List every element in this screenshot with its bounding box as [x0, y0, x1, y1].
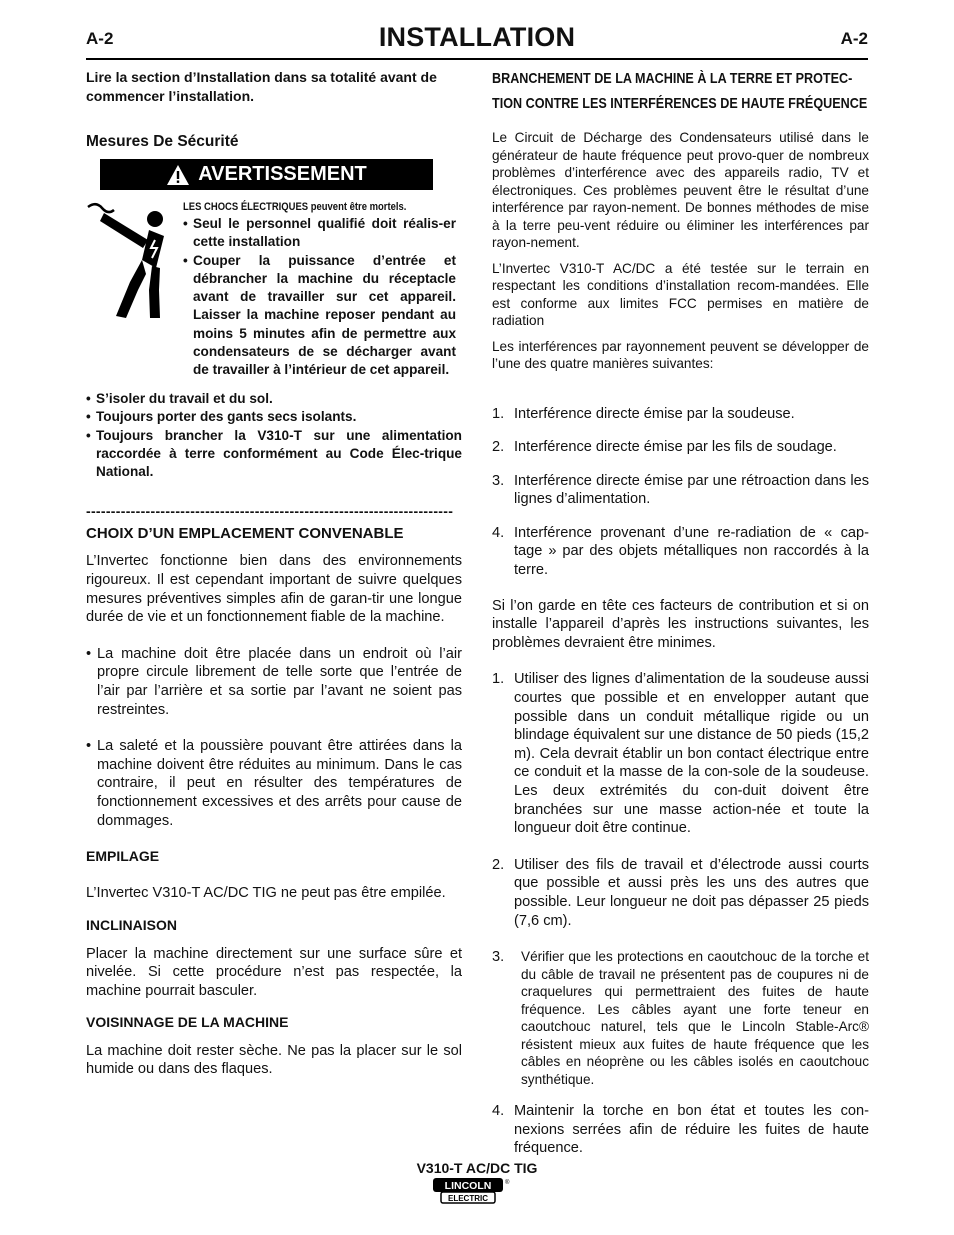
electric-shock-icon — [86, 200, 171, 320]
warning-triangle-icon — [166, 164, 190, 186]
grounding-heading-line1: BRANCHEMENT DE LA MACHINE À LA TERRE ET PROTEC- — [492, 70, 853, 87]
cause-item: 1. Interférence directe émise par la soudeuse. — [492, 405, 795, 422]
section-divider: -------------------------------------------------------------------------- — [86, 503, 454, 520]
grounding-para-1: Le Circuit de Décharge des Condensateurs utilisé dans le générateur de haute fréquence peut provo-quer de nombreux problèmes d’interférence avec des appareils radio, TV et électroniques. Ces problèmes peuvent être le résultat d’une interférence par rayon-nement. De bonnes méthodes de mise à la terre peu-vent réduire ou éliminer les interférences par rayon-nement. — [492, 130, 869, 250]
intro-text: Lire la section d’Installation dans sa totalité avant de commencer l’installation. — [86, 69, 437, 104]
safety-item: • S’isoler du travail et du sol. — [86, 391, 273, 406]
page-code-left: A-2 — [86, 29, 114, 48]
svg-text:ELECTRIC: ELECTRIC — [448, 1194, 488, 1203]
grounding-heading-line2: TION CONTRE LES INTERFÉRENCES DE HAUTE FRÉQUENCE — [492, 95, 868, 112]
right-column — [492, 68, 869, 1158]
cause-item: 3. Interférence directe émise par une rétroaction dans les lignes d’alimentation. — [492, 472, 869, 508]
location-heading: CHOIX D’UN EMPLACEMENT CONVENABLE — [86, 525, 404, 543]
safety-heading: Mesures De Sécurité — [86, 133, 239, 150]
page-code-right: A-2 — [840, 29, 868, 48]
safety-item: • Toujours porter des gants secs isolants. — [86, 409, 357, 425]
tilting-text: Placer la machine directement sur une surface sûre et nivelée. Si cette procédure n’est pas respectée, la machine pourrait basculer. — [86, 945, 462, 999]
vicinity-heading: VOISINNAGE DE LA MACHINE — [86, 1013, 289, 1030]
warning-label: AVERTISSEMENT — [198, 163, 367, 185]
vicinity-text: La machine doit rester sèche. Ne pas la placer sur le sol humide ou dans des flaques. — [86, 1042, 462, 1078]
grounding-para-3: Les interférences par rayonnement peuvent se développer de l’une des quatre manières suivantes: — [492, 338, 869, 371]
shock-title: LES CHOCS ÉLECTRIQUES peuvent être mortels. — [183, 201, 407, 213]
grounding-para-4: Si l’on garde en tête ces facteurs de contribution et si on installe l’appareil d’après les instructions suivantes, les problèmes devraient être minimes. — [492, 597, 869, 651]
footer-model: V310-T AC/DC TIG — [416, 1160, 538, 1176]
cause-item: 4. Interférence provenant d’une re-radiation de « cap-tage » par des objets métalliques non raccordés à la terre. — [492, 524, 869, 579]
warning-banner — [100, 159, 433, 190]
safety-item: • Toujours brancher la V310-T sur une alimentation raccordée à terre conformément au Code Élec-trique National. — [86, 427, 462, 480]
svg-text:®: ® — [505, 1180, 510, 1186]
header-rule — [86, 58, 868, 60]
tilting-heading: INCLINAISON — [86, 916, 177, 933]
lincoln-electric-logo — [432, 1177, 510, 1205]
cause-item: 2. Interférence directe émise par les fils de soudage. — [492, 439, 837, 456]
left-column — [86, 68, 462, 1079]
location-bullet: • La saleté et la poussière pouvant être attirées dans la machine doivent être réduites au minimum. Dans le cas contraire, il peut en résulter des températures de fonctionnement excessives et des arrêts pour cause de dommages. — [86, 738, 462, 829]
instruction-item: 2. Utiliser des fils de travail et d’électrode aussi courts que possible et aussi près les uns des autres que possible. Leur longueur ne doit pas dépasser 25 pieds (7,6 cm). — [492, 856, 869, 929]
page-header — [86, 22, 868, 56]
stacking-heading: EMPILAGE — [86, 848, 160, 865]
instruction-item: 1. Utiliser des lignes d’alimentation de la soudeuse aussi courtes que possible et en envelopper autant que possible dans un conduit métallique rigide ou un blindage équivalent sur une distance de 50 pieds (15,2 m). Cela devrait établir un bon contact électrique entre ce conduit et la masse de la con-sole de la soudeuse. Les deux extrémités du con-duit doivent être branchées sur une masse action-née et toute la longueur doit être continue. — [492, 671, 869, 837]
instruction-item: 4. Maintenir la torche en bon état et toutes les con-nexions serrées afin de réduire les fuites de haute fréquence. — [492, 1103, 869, 1157]
stacking-text: L’Invertec V310-T AC/DC TIG ne peut pas être empilée. — [86, 885, 446, 902]
svg-text:LINCOLN: LINCOLN — [444, 1180, 492, 1192]
shock-warning — [86, 200, 462, 410]
location-intro: L’Invertec fonctionne bien dans des environnements rigoureux. Il est cependant important de suivre quelques mesures préventives simples afin de garan-tir une longue durée de vie et un fonctionnement fiable de la machine. — [86, 553, 462, 626]
grounding-para-2: L’Invertec V310-T AC/DC a été testée sur le terrain en respectant les conditions d’installation recom-mandées. Elle est conforme aux limites FCC permises en matière de radiation — [492, 260, 869, 328]
shock-item: • Seul le personnel qualifié doit réalis-er cette installation — [183, 216, 456, 250]
shock-item: • Couper la puissance d’entrée et débrancher la machine du réceptacle avant de travailler sur cet appareil. Laisser la machine reposer pendant au moins 5 minutes afin de permettre aux condensateurs de se décharger avant de travailler à l’intérieur de cet appareil. — [183, 252, 456, 378]
instruction-item: 3. Vérifier que les protections en caoutchouc de la torche et du câble de travail ne présentent pas de coupures ni de craquelures qui permettraient des fuites de haute fréquence. Les câbles ayant une forte teneur en caoutchouc naturel, tels que le Lincoln Stable-Arc® résistent mieux aux fuites de haute fréquence que les câbles en néoprène ou les câbles isolés en caoutchouc synthétique. — [492, 949, 869, 1087]
location-bullet: • La machine doit être placée dans un endroit où l’air propre circule librement de telle sorte que l’entrée de l’air par l’arrière et sa sortie par l’avant ne soient pas restreintes. — [86, 645, 462, 718]
page-title: INSTALLATION — [378, 22, 576, 52]
